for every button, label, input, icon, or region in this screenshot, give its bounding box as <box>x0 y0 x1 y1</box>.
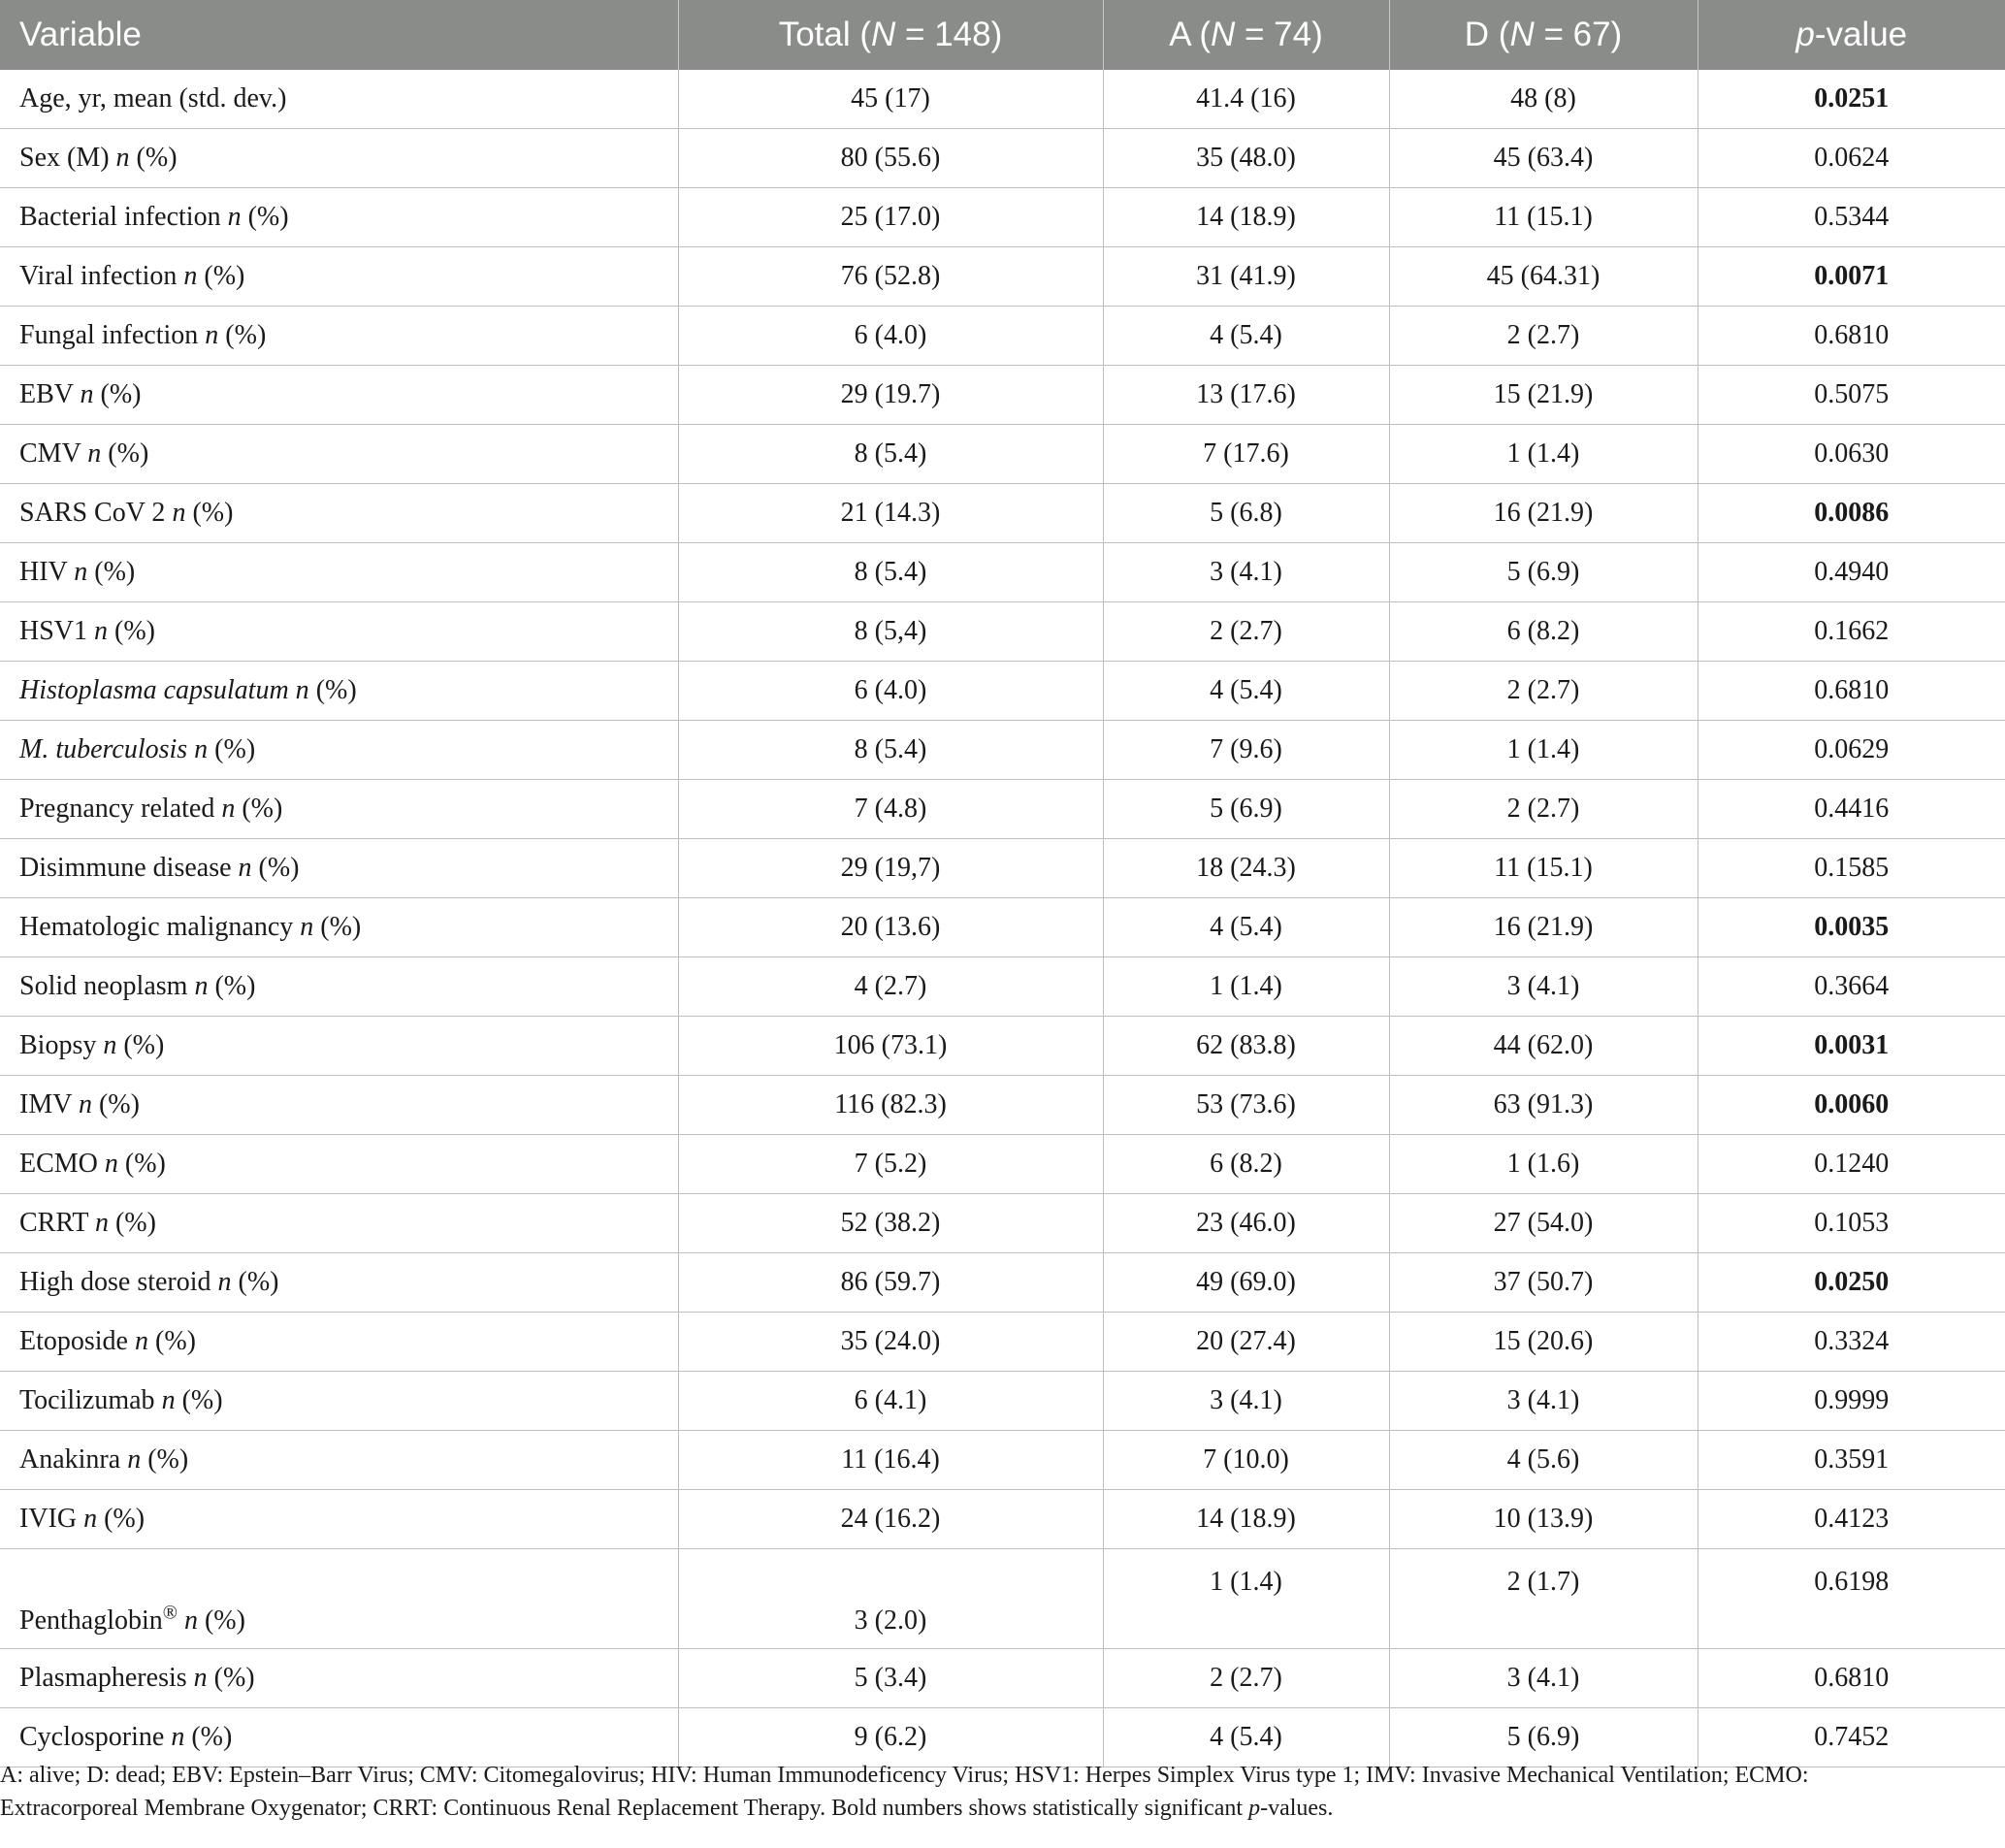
cell-dead: 10 (13.9) <box>1389 1490 1698 1549</box>
cell-alive: 18 (24.3) <box>1103 839 1389 898</box>
cell-total: 6 (4.1) <box>678 1372 1103 1431</box>
table-row <box>0 543 2005 602</box>
cell-variable: Sex (M) n (%) <box>0 129 678 188</box>
cell-alive: 13 (17.6) <box>1103 366 1389 425</box>
cell-dead: 16 (21.9) <box>1389 484 1698 543</box>
cell-dead: 4 (5.6) <box>1389 1431 1698 1490</box>
cell-dead: 1 (1.4) <box>1389 721 1698 780</box>
header-p-value: p-value <box>1698 0 2005 70</box>
cell-alive: 4 (5.4) <box>1103 898 1389 957</box>
cell-variable: EBV n (%) <box>0 366 678 425</box>
cell-total: 76 (52.8) <box>678 247 1103 307</box>
cell-alive: 35 (48.0) <box>1103 129 1389 188</box>
cell-p-value: 0.0251 <box>1698 70 2005 129</box>
cell-total: 11 (16.4) <box>678 1431 1103 1490</box>
cell-alive: 3 (4.1) <box>1103 1372 1389 1431</box>
cell-dead: 3 (4.1) <box>1389 957 1698 1017</box>
cell-dead: 15 (21.9) <box>1389 366 1698 425</box>
cell-alive: 3 (4.1) <box>1103 543 1389 602</box>
cell-alive: 31 (41.9) <box>1103 247 1389 307</box>
cell-p-value: 0.5344 <box>1698 188 2005 247</box>
cell-alive: 4 (5.4) <box>1103 662 1389 721</box>
table-row <box>0 721 2005 780</box>
cell-variable: IVIG n (%) <box>0 1490 678 1549</box>
cell-alive: 4 (5.4) <box>1103 307 1389 366</box>
table-row <box>0 129 2005 188</box>
cell-alive: 14 (18.9) <box>1103 188 1389 247</box>
cell-total: 80 (55.6) <box>678 129 1103 188</box>
cell-p-value: 0.9999 <box>1698 1372 2005 1431</box>
cell-variable: Bacterial infection n (%) <box>0 188 678 247</box>
cell-dead: 3 (4.1) <box>1389 1372 1698 1431</box>
table-row <box>0 425 2005 484</box>
cell-alive: 4 (5.4) <box>1103 1708 1389 1767</box>
table-header <box>0 0 2005 70</box>
cell-variable: Penthaglobin® n (%) <box>0 1549 678 1649</box>
cell-variable: Etoposide n (%) <box>0 1313 678 1372</box>
cell-dead: 45 (64.31) <box>1389 247 1698 307</box>
cell-p-value: 0.0031 <box>1698 1017 2005 1076</box>
cell-p-value: 0.0630 <box>1698 425 2005 484</box>
table-row <box>0 1649 2005 1708</box>
table-row <box>0 1076 2005 1135</box>
cell-dead: 2 (2.7) <box>1389 307 1698 366</box>
cell-variable: Cyclosporine n (%) <box>0 1708 678 1767</box>
header-dead: D (N = 67) <box>1389 0 1698 70</box>
table-row <box>0 1313 2005 1372</box>
cell-alive: 1 (1.4) <box>1103 957 1389 1017</box>
table-row <box>0 1372 2005 1431</box>
cell-total: 29 (19.7) <box>678 366 1103 425</box>
cell-total: 106 (73.1) <box>678 1017 1103 1076</box>
cell-p-value: 0.3664 <box>1698 957 2005 1017</box>
cell-variable: Biopsy n (%) <box>0 1017 678 1076</box>
cell-dead: 2 (2.7) <box>1389 780 1698 839</box>
cell-dead: 44 (62.0) <box>1389 1017 1698 1076</box>
cell-p-value: 0.0035 <box>1698 898 2005 957</box>
cell-total: 7 (5.2) <box>678 1135 1103 1194</box>
cell-variable: HIV n (%) <box>0 543 678 602</box>
cell-dead: 15 (20.6) <box>1389 1313 1698 1372</box>
cell-variable: High dose steroid n (%) <box>0 1253 678 1313</box>
table-row <box>0 662 2005 721</box>
cell-alive: 23 (46.0) <box>1103 1194 1389 1253</box>
cell-total: 6 (4.0) <box>678 662 1103 721</box>
table-row <box>0 602 2005 662</box>
cell-p-value: 0.1585 <box>1698 839 2005 898</box>
cell-p-value: 0.4416 <box>1698 780 2005 839</box>
cell-variable: Pregnancy related n (%) <box>0 780 678 839</box>
cell-p-value: 0.6810 <box>1698 1649 2005 1708</box>
cell-p-value: 0.4123 <box>1698 1490 2005 1549</box>
table-row <box>0 1194 2005 1253</box>
table-row <box>0 1135 2005 1194</box>
cell-p-value: 0.0071 <box>1698 247 2005 307</box>
table-row <box>0 1017 2005 1076</box>
cell-p-value: 0.0629 <box>1698 721 2005 780</box>
cell-variable: SARS CoV 2 n (%) <box>0 484 678 543</box>
cell-variable: Plasmapheresis n (%) <box>0 1649 678 1708</box>
cell-p-value: 0.0250 <box>1698 1253 2005 1313</box>
cell-p-value: 0.3591 <box>1698 1431 2005 1490</box>
table-row <box>0 1431 2005 1490</box>
cell-variable: M. tuberculosis n (%) <box>0 721 678 780</box>
table-row <box>0 839 2005 898</box>
table-row <box>0 1549 2005 1649</box>
cell-variable: Solid neoplasm n (%) <box>0 957 678 1017</box>
header-variable: Variable <box>0 0 678 70</box>
cell-p-value: 0.0086 <box>1698 484 2005 543</box>
table-row <box>0 957 2005 1017</box>
footnote-line-2: Extracorporeal Membrane Oxygenator; CRRT: Continuous Renal Replacement Therapy. Bold numbers shows statistically significant p-values. <box>0 1796 1334 1821</box>
cell-total: 7 (4.8) <box>678 780 1103 839</box>
cell-p-value: 0.4940 <box>1698 543 2005 602</box>
cell-alive: 7 (10.0) <box>1103 1431 1389 1490</box>
header-total: Total (N = 148) <box>678 0 1103 70</box>
cell-total: 4 (2.7) <box>678 957 1103 1017</box>
cell-dead: 37 (50.7) <box>1389 1253 1698 1313</box>
cell-dead: 48 (8) <box>1389 70 1698 129</box>
cell-p-value: 0.6810 <box>1698 307 2005 366</box>
cell-dead: 3 (4.1) <box>1389 1649 1698 1708</box>
cell-dead: 5 (6.9) <box>1389 1708 1698 1767</box>
cell-dead: 6 (8.2) <box>1389 602 1698 662</box>
cell-dead: 1 (1.4) <box>1389 425 1698 484</box>
cell-total: 35 (24.0) <box>678 1313 1103 1372</box>
cell-dead: 11 (15.1) <box>1389 188 1698 247</box>
table-row <box>0 188 2005 247</box>
cell-total: 6 (4.0) <box>678 307 1103 366</box>
cell-p-value: 0.1240 <box>1698 1135 2005 1194</box>
cell-total: 21 (14.3) <box>678 484 1103 543</box>
cell-p-value: 0.0060 <box>1698 1076 2005 1135</box>
cell-total: 8 (5.4) <box>678 721 1103 780</box>
cell-alive: 7 (17.6) <box>1103 425 1389 484</box>
cell-p-value: 0.1053 <box>1698 1194 2005 1253</box>
cell-variable: Viral infection n (%) <box>0 247 678 307</box>
cell-total: 24 (16.2) <box>678 1490 1103 1549</box>
cell-variable: Fungal infection n (%) <box>0 307 678 366</box>
cell-variable: CRRT n (%) <box>0 1194 678 1253</box>
cell-alive: 41.4 (16) <box>1103 70 1389 129</box>
table-row <box>0 484 2005 543</box>
cell-alive: 5 (6.9) <box>1103 780 1389 839</box>
cell-total: 45 (17) <box>678 70 1103 129</box>
table-row <box>0 366 2005 425</box>
header-alive: A (N = 74) <box>1103 0 1389 70</box>
cell-dead: 27 (54.0) <box>1389 1194 1698 1253</box>
cell-dead: 2 (1.7) <box>1389 1549 1698 1649</box>
cell-variable: Hematologic malignancy n (%) <box>0 898 678 957</box>
cell-dead: 16 (21.9) <box>1389 898 1698 957</box>
cell-alive: 6 (8.2) <box>1103 1135 1389 1194</box>
cell-alive: 5 (6.8) <box>1103 484 1389 543</box>
cell-variable: IMV n (%) <box>0 1076 678 1135</box>
cell-p-value: 0.0624 <box>1698 129 2005 188</box>
cell-dead: 11 (15.1) <box>1389 839 1698 898</box>
table-footnote <box>0 1759 1989 1825</box>
table-row <box>0 1490 2005 1549</box>
cell-p-value: 0.7452 <box>1698 1708 2005 1767</box>
header-row <box>0 0 2005 70</box>
cell-p-value: 0.6810 <box>1698 662 2005 721</box>
cell-variable: Tocilizumab n (%) <box>0 1372 678 1431</box>
cell-total: 3 (2.0) <box>678 1549 1103 1649</box>
cell-dead: 5 (6.9) <box>1389 543 1698 602</box>
cell-p-value: 0.1662 <box>1698 602 2005 662</box>
cell-alive: 53 (73.6) <box>1103 1076 1389 1135</box>
table-body <box>0 70 2005 1767</box>
cell-alive: 20 (27.4) <box>1103 1313 1389 1372</box>
cell-total: 8 (5,4) <box>678 602 1103 662</box>
table-row <box>0 898 2005 957</box>
table-row <box>0 780 2005 839</box>
cell-total: 52 (38.2) <box>678 1194 1103 1253</box>
cell-total: 29 (19,7) <box>678 839 1103 898</box>
cell-alive: 49 (69.0) <box>1103 1253 1389 1313</box>
table-row <box>0 247 2005 307</box>
cell-total: 20 (13.6) <box>678 898 1103 957</box>
table-row <box>0 1253 2005 1313</box>
cell-total: 86 (59.7) <box>678 1253 1103 1313</box>
cell-total: 8 (5.4) <box>678 425 1103 484</box>
cell-variable: Anakinra n (%) <box>0 1431 678 1490</box>
cell-variable: Disimmune disease n (%) <box>0 839 678 898</box>
cell-p-value: 0.3324 <box>1698 1313 2005 1372</box>
cell-alive: 14 (18.9) <box>1103 1490 1389 1549</box>
cell-total: 8 (5.4) <box>678 543 1103 602</box>
cell-alive: 7 (9.6) <box>1103 721 1389 780</box>
cell-alive: 2 (2.7) <box>1103 1649 1389 1708</box>
footnote-line-1: A: alive; D: dead; EBV: Epstein–Barr Virus; CMV: Citomegalovirus; HIV: Human Immunodeficency Virus; HSV1: Herpes Simplex Virus type 1; IMV: Invasive Mechanical Ventilation; ECMO: <box>0 1763 1809 1788</box>
table-row <box>0 307 2005 366</box>
cell-alive: 1 (1.4) <box>1103 1549 1389 1649</box>
cell-alive: 2 (2.7) <box>1103 602 1389 662</box>
cell-variable: HSV1 n (%) <box>0 602 678 662</box>
cell-variable: ECMO n (%) <box>0 1135 678 1194</box>
cell-total: 116 (82.3) <box>678 1076 1103 1135</box>
cell-dead: 1 (1.6) <box>1389 1135 1698 1194</box>
cell-total: 9 (6.2) <box>678 1708 1103 1767</box>
cell-variable: Histoplasma capsulatum n (%) <box>0 662 678 721</box>
cell-variable: Age, yr, mean (std. dev.) <box>0 70 678 129</box>
cell-dead: 2 (2.7) <box>1389 662 1698 721</box>
cell-total: 25 (17.0) <box>678 188 1103 247</box>
cell-dead: 63 (91.3) <box>1389 1076 1698 1135</box>
cell-variable: CMV n (%) <box>0 425 678 484</box>
cell-p-value: 0.6198 <box>1698 1549 2005 1649</box>
table-row <box>0 70 2005 129</box>
cell-dead: 45 (63.4) <box>1389 129 1698 188</box>
cell-total: 5 (3.4) <box>678 1649 1103 1708</box>
cell-p-value: 0.5075 <box>1698 366 2005 425</box>
cell-alive: 62 (83.8) <box>1103 1017 1389 1076</box>
